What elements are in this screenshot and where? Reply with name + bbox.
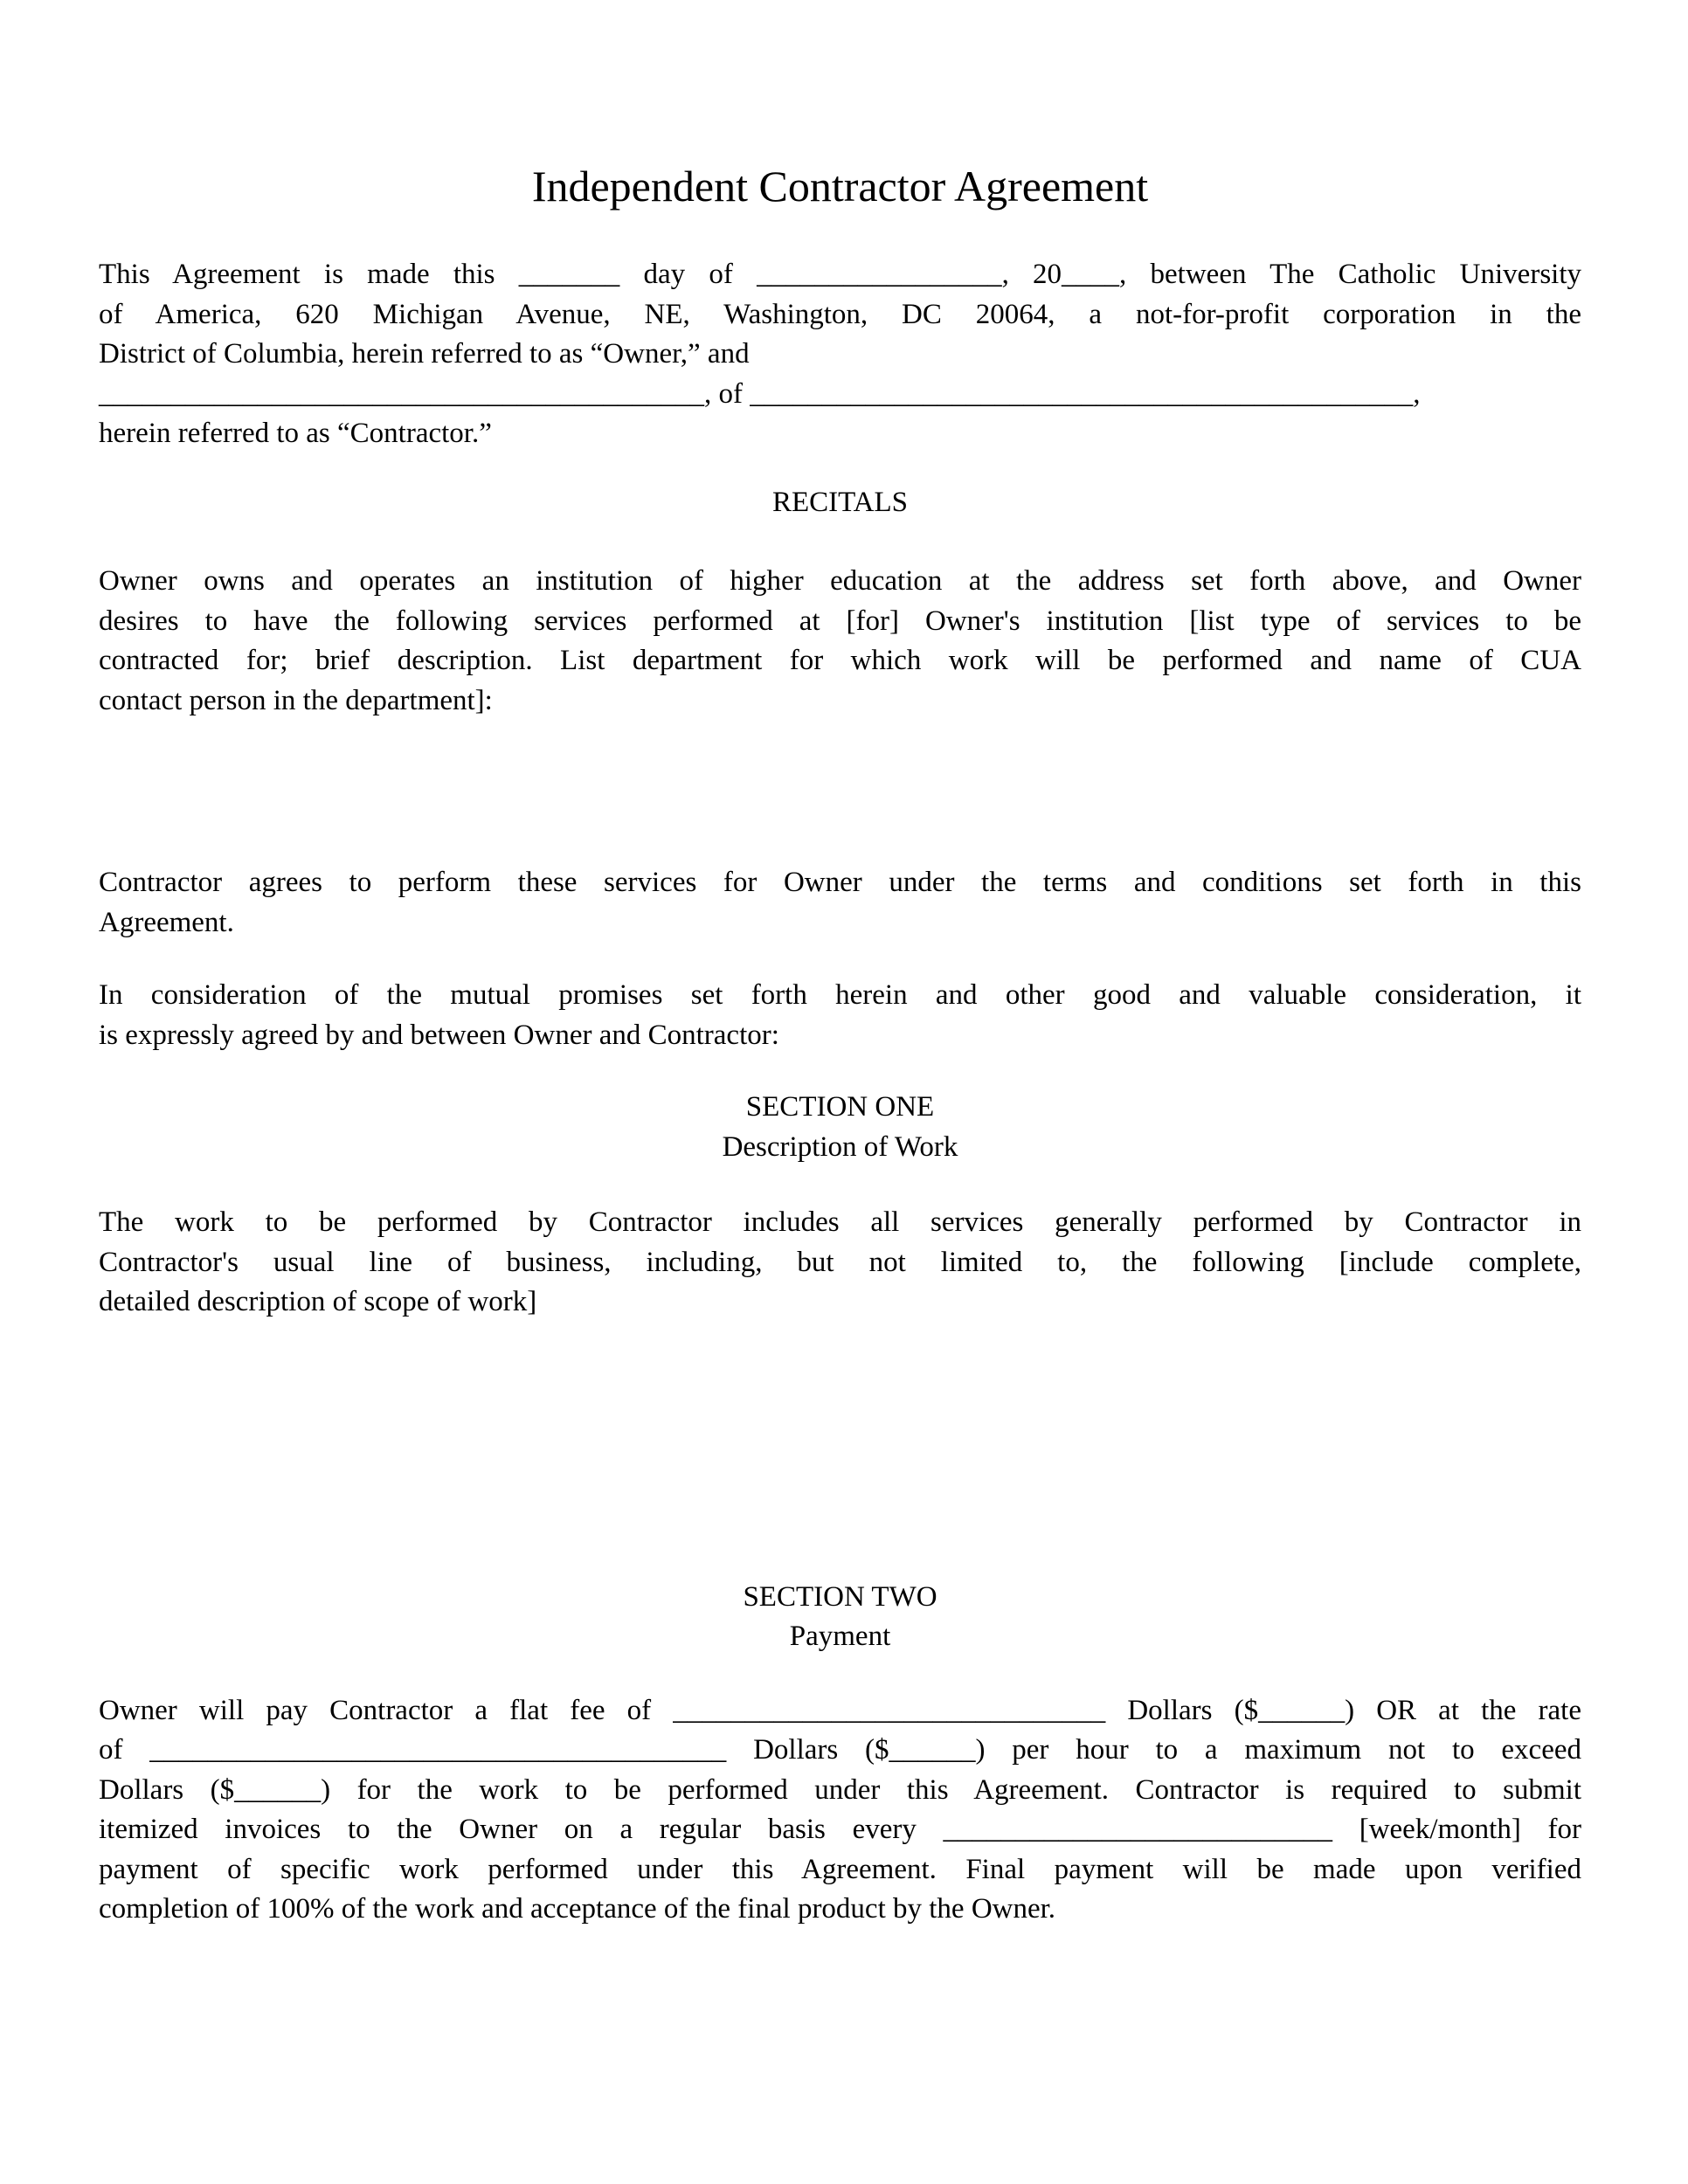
intro-paragraph xyxy=(99,255,1581,454)
section-two-heading: SECTION TWO xyxy=(743,1580,937,1613)
paragraph-line: contracted for; brief description. List department for which work will be performed and name of CUA xyxy=(99,645,1581,676)
section-two-heading-block xyxy=(99,1578,1581,1657)
paragraph-line: payment of specific work performed under this Agreement. Final payment will be made upon verified xyxy=(99,1853,1581,1885)
paragraph-line: contact person in the department]: xyxy=(99,684,493,716)
paragraph-line: Dollars ($______) for the work to be performed under this Agreement. Contractor is required to submit xyxy=(99,1773,1581,1806)
description-of-work-paragraph xyxy=(99,1203,1581,1323)
recitals-paragraph xyxy=(99,562,1581,721)
invoice-interval-blank-line: itemized invoices to the Owner on a regular basis every ___________________________ [week/month] for xyxy=(99,1814,1581,1845)
paragraph-line: completion of 100% of the work and acceptance of the final product by the Owner. xyxy=(99,1893,1056,1925)
section-two-subheading: Payment xyxy=(789,1621,891,1652)
paragraph-line: herein referred to as “Contractor.” xyxy=(99,418,492,449)
paragraph-line: Contractor's usual line of business, including, but not limited to, the following [include complete, xyxy=(99,1246,1581,1278)
paragraph-line: Owner owns and operates an institution of higher education at the address set forth above, and Owner xyxy=(99,565,1581,597)
paragraph-line: detailed description of scope of work] xyxy=(99,1286,537,1317)
paragraph-line: The work to be performed by Contractor includes all services generally performed by Contractor in xyxy=(99,1206,1581,1238)
paragraph-line: Agreement. xyxy=(99,906,234,938)
section-one-heading: SECTION ONE xyxy=(745,1091,935,1123)
contractor-name-blank-line: __________________________________________, of ______________________________________________, xyxy=(99,377,1421,410)
paragraph-line: of America, 620 Michigan Avenue, NE, Washington, DC 20064, a not-for-profit corporation in the xyxy=(99,298,1581,330)
document-title: Independent Contractor Agreement xyxy=(531,162,1149,211)
recitals-heading: RECITALS xyxy=(771,486,909,518)
section-one-subheading: Description of Work xyxy=(722,1130,958,1163)
paragraph-line: This Agreement is made this _______ day of _________________, 20____, between The Catholic University xyxy=(99,259,1581,290)
paragraph-line: desires to have the following services performed at [for] Owner's institution [list type of services to be xyxy=(99,605,1581,637)
document-content xyxy=(99,162,1581,1930)
consideration-paragraph xyxy=(99,976,1581,1055)
paragraph-line: District of Columbia, herein referred to as “Owner,” and xyxy=(99,338,750,370)
hourly-rate-blank-line: of ________________________________________ Dollars ($______) per hour to a maximum not to exceed xyxy=(99,1734,1581,1766)
paragraph-line: Contractor agrees to perform these services for Owner under the terms and conditions set forth in this xyxy=(99,867,1581,898)
contractor-agrees-paragraph xyxy=(99,863,1581,943)
payment-paragraph xyxy=(99,1691,1581,1930)
paragraph-line: In consideration of the mutual promises set forth herein and other good and valuable consideration, it xyxy=(99,979,1581,1011)
section-one-heading-block xyxy=(99,1088,1581,1167)
flat-fee-blank-line: Owner will pay Contractor a flat fee of ______________________________ Dollars ($______) OR at the rate xyxy=(99,1694,1581,1726)
paragraph-line: is expressly agreed by and between Owner and Contractor: xyxy=(99,1019,779,1051)
